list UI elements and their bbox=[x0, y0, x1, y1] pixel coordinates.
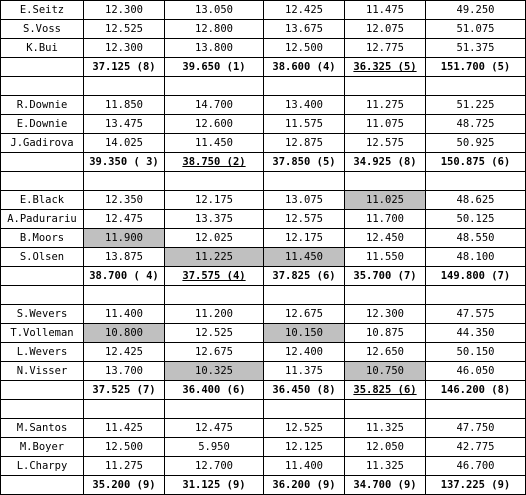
score-cell: 12.075 bbox=[345, 20, 426, 39]
athlete-row bbox=[1, 39, 526, 58]
total-cell: 37.125 (8) bbox=[84, 58, 165, 77]
score-cell: 14.025 bbox=[84, 134, 165, 153]
total-cell: 35.200 (9) bbox=[84, 476, 165, 495]
total-cell: 37.825 (6) bbox=[264, 267, 345, 286]
allaround-cell: 47.750 bbox=[426, 419, 526, 438]
score-cell: 11.425 bbox=[84, 419, 165, 438]
score-cell: 11.225 bbox=[165, 248, 264, 267]
allaround-cell: 46.700 bbox=[426, 457, 526, 476]
score-cell: 11.275 bbox=[345, 96, 426, 115]
score-cell: 11.375 bbox=[264, 362, 345, 381]
total-cell: 151.700 (5) bbox=[426, 58, 526, 77]
score-cell: 11.550 bbox=[345, 248, 426, 267]
allaround-cell: 48.625 bbox=[426, 191, 526, 210]
athlete-name: S.Olsen bbox=[1, 248, 84, 267]
score-cell: 12.350 bbox=[84, 191, 165, 210]
spacer-row bbox=[1, 286, 526, 305]
score-cell: 11.075 bbox=[345, 115, 426, 134]
total-label-cell bbox=[1, 153, 84, 172]
athlete-name: S.Wevers bbox=[1, 305, 84, 324]
total-label-cell bbox=[1, 58, 84, 77]
total-cell: 35.700 (7) bbox=[345, 267, 426, 286]
allaround-cell: 47.575 bbox=[426, 305, 526, 324]
total-cell: 39.350 ( 3) bbox=[84, 153, 165, 172]
score-cell: 12.175 bbox=[264, 229, 345, 248]
score-cell: 12.600 bbox=[165, 115, 264, 134]
athlete-row bbox=[1, 248, 526, 267]
athlete-name: E.Black bbox=[1, 191, 84, 210]
athlete-row bbox=[1, 210, 526, 229]
team-total-row bbox=[1, 381, 526, 400]
score-cell: 12.300 bbox=[84, 1, 165, 20]
athlete-name: M.Santos bbox=[1, 419, 84, 438]
score-cell: 10.800 bbox=[84, 324, 165, 343]
score-cell: 12.500 bbox=[84, 438, 165, 457]
allaround-cell: 51.375 bbox=[426, 39, 526, 58]
athlete-name: L.Charpy bbox=[1, 457, 84, 476]
spacer-row bbox=[1, 77, 526, 96]
total-cell: 137.225 (9) bbox=[426, 476, 526, 495]
score-cell: 12.450 bbox=[345, 229, 426, 248]
score-cell: 12.125 bbox=[264, 438, 345, 457]
team-total-row bbox=[1, 153, 526, 172]
score-cell: 11.200 bbox=[165, 305, 264, 324]
score-cell: 12.575 bbox=[264, 210, 345, 229]
total-cell: 37.575 (4) bbox=[165, 267, 264, 286]
score-cell: 13.050 bbox=[165, 1, 264, 20]
athlete-name: K.Bui bbox=[1, 39, 84, 58]
score-cell: 13.375 bbox=[165, 210, 264, 229]
team-total-row bbox=[1, 58, 526, 77]
allaround-cell: 48.100 bbox=[426, 248, 526, 267]
total-label-cell bbox=[1, 381, 84, 400]
score-cell: 12.675 bbox=[264, 305, 345, 324]
allaround-cell: 51.225 bbox=[426, 96, 526, 115]
athlete-name: J.Gadirova bbox=[1, 134, 84, 153]
total-cell: 36.325 (5) bbox=[345, 58, 426, 77]
score-cell: 13.400 bbox=[264, 96, 345, 115]
total-cell: 36.450 (8) bbox=[264, 381, 345, 400]
score-cell: 14.700 bbox=[165, 96, 264, 115]
total-cell: 38.750 (2) bbox=[165, 153, 264, 172]
score-cell: 12.525 bbox=[264, 419, 345, 438]
athlete-row bbox=[1, 20, 526, 39]
athlete-name: A.Padurariu bbox=[1, 210, 84, 229]
allaround-cell: 48.725 bbox=[426, 115, 526, 134]
allaround-cell: 46.050 bbox=[426, 362, 526, 381]
score-cell: 11.900 bbox=[84, 229, 165, 248]
score-cell: 12.775 bbox=[345, 39, 426, 58]
score-cell: 12.300 bbox=[345, 305, 426, 324]
athlete-name: R.Downie bbox=[1, 96, 84, 115]
athlete-row bbox=[1, 324, 526, 343]
score-cell: 13.700 bbox=[84, 362, 165, 381]
athlete-row bbox=[1, 419, 526, 438]
spacer-row bbox=[1, 400, 526, 419]
athlete-row bbox=[1, 343, 526, 362]
score-cell: 12.525 bbox=[84, 20, 165, 39]
athlete-row bbox=[1, 438, 526, 457]
allaround-cell: 50.125 bbox=[426, 210, 526, 229]
athlete-row bbox=[1, 191, 526, 210]
athlete-row bbox=[1, 134, 526, 153]
score-cell: 12.500 bbox=[264, 39, 345, 58]
score-cell: 12.475 bbox=[165, 419, 264, 438]
athlete-name: M.Boyer bbox=[1, 438, 84, 457]
score-cell: 12.875 bbox=[264, 134, 345, 153]
score-cell: 11.475 bbox=[345, 1, 426, 20]
athlete-row bbox=[1, 457, 526, 476]
score-cell: 12.425 bbox=[84, 343, 165, 362]
athlete-row bbox=[1, 362, 526, 381]
total-cell: 34.925 (8) bbox=[345, 153, 426, 172]
score-cell: 11.400 bbox=[84, 305, 165, 324]
score-cell: 12.525 bbox=[165, 324, 264, 343]
score-cell: 11.025 bbox=[345, 191, 426, 210]
score-cell: 12.575 bbox=[345, 134, 426, 153]
score-cell: 11.700 bbox=[345, 210, 426, 229]
score-cell: 10.875 bbox=[345, 324, 426, 343]
total-cell: 36.400 (6) bbox=[165, 381, 264, 400]
score-cell: 11.450 bbox=[264, 248, 345, 267]
score-cell: 11.575 bbox=[264, 115, 345, 134]
athlete-name: S.Voss bbox=[1, 20, 84, 39]
score-cell: 12.650 bbox=[345, 343, 426, 362]
athlete-name: E.Downie bbox=[1, 115, 84, 134]
score-cell: 12.475 bbox=[84, 210, 165, 229]
allaround-cell: 49.250 bbox=[426, 1, 526, 20]
score-cell: 10.325 bbox=[165, 362, 264, 381]
allaround-cell: 48.550 bbox=[426, 229, 526, 248]
total-cell: 31.125 (9) bbox=[165, 476, 264, 495]
total-cell: 35.825 (6) bbox=[345, 381, 426, 400]
athlete-row bbox=[1, 1, 526, 20]
total-cell: 149.800 (7) bbox=[426, 267, 526, 286]
score-cell: 12.300 bbox=[84, 39, 165, 58]
athlete-row bbox=[1, 305, 526, 324]
total-cell: 37.850 (5) bbox=[264, 153, 345, 172]
total-cell: 38.700 ( 4) bbox=[84, 267, 165, 286]
score-cell: 12.400 bbox=[264, 343, 345, 362]
allaround-cell: 44.350 bbox=[426, 324, 526, 343]
score-cell: 10.150 bbox=[264, 324, 345, 343]
score-cell: 13.675 bbox=[264, 20, 345, 39]
total-cell: 150.875 (6) bbox=[426, 153, 526, 172]
score-cell: 12.800 bbox=[165, 20, 264, 39]
score-cell: 12.025 bbox=[165, 229, 264, 248]
total-cell: 36.200 (9) bbox=[264, 476, 345, 495]
score-cell: 13.875 bbox=[84, 248, 165, 267]
score-cell: 11.400 bbox=[264, 457, 345, 476]
total-cell: 37.525 (7) bbox=[84, 381, 165, 400]
athlete-row bbox=[1, 229, 526, 248]
score-cell: 12.050 bbox=[345, 438, 426, 457]
total-label-cell bbox=[1, 267, 84, 286]
allaround-cell: 51.075 bbox=[426, 20, 526, 39]
total-cell: 38.600 (4) bbox=[264, 58, 345, 77]
spacer-row bbox=[1, 172, 526, 191]
score-cell: 11.325 bbox=[345, 419, 426, 438]
score-cell: 12.700 bbox=[165, 457, 264, 476]
total-cell: 39.650 (1) bbox=[165, 58, 264, 77]
allaround-cell: 42.775 bbox=[426, 438, 526, 457]
athlete-name: E.Seitz bbox=[1, 1, 84, 20]
athlete-name: N.Visser bbox=[1, 362, 84, 381]
score-cell: 13.475 bbox=[84, 115, 165, 134]
team-total-row bbox=[1, 267, 526, 286]
score-cell: 11.325 bbox=[345, 457, 426, 476]
total-cell: 34.700 (9) bbox=[345, 476, 426, 495]
allaround-cell: 50.925 bbox=[426, 134, 526, 153]
total-cell: 146.200 (8) bbox=[426, 381, 526, 400]
athlete-name: L.Wevers bbox=[1, 343, 84, 362]
score-cell: 11.850 bbox=[84, 96, 165, 115]
score-cell: 11.275 bbox=[84, 457, 165, 476]
score-cell: 12.425 bbox=[264, 1, 345, 20]
score-cell: 13.800 bbox=[165, 39, 264, 58]
score-cell: 12.175 bbox=[165, 191, 264, 210]
score-cell: 11.450 bbox=[165, 134, 264, 153]
score-cell: 12.675 bbox=[165, 343, 264, 362]
allaround-cell: 50.150 bbox=[426, 343, 526, 362]
score-cell: 10.750 bbox=[345, 362, 426, 381]
athlete-name: B.Moors bbox=[1, 229, 84, 248]
athlete-row bbox=[1, 96, 526, 115]
team-total-row bbox=[1, 476, 526, 495]
score-cell: 13.075 bbox=[264, 191, 345, 210]
athlete-row bbox=[1, 115, 526, 134]
score-cell: 5.950 bbox=[165, 438, 264, 457]
total-label-cell bbox=[1, 476, 84, 495]
athlete-name: T.Volleman bbox=[1, 324, 84, 343]
